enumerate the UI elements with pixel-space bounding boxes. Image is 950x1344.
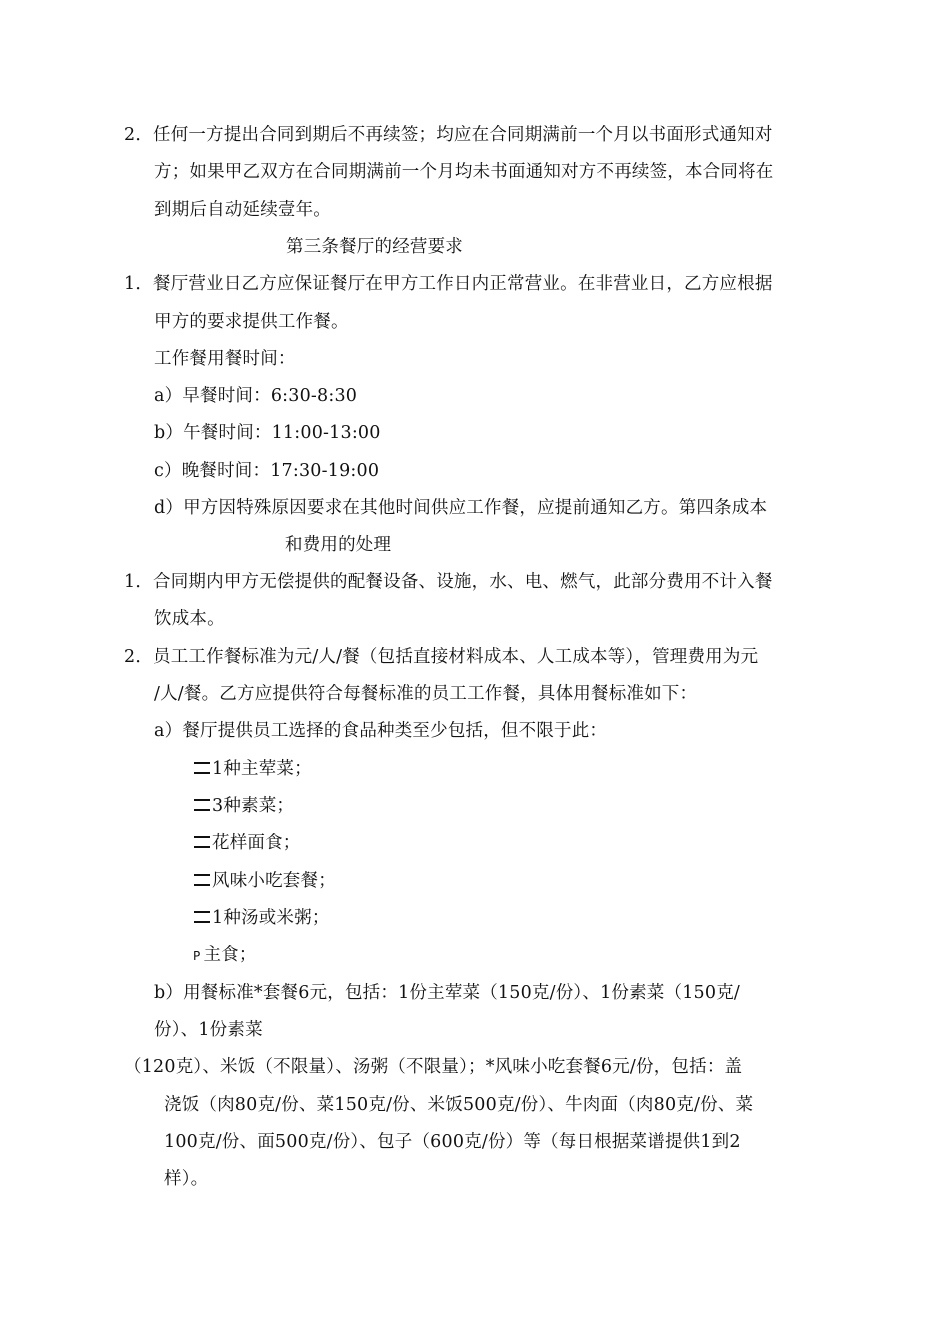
text-line: 样）。 <box>164 1169 209 1189</box>
text-line: 甲方的要求提供工作餐。 <box>154 312 349 332</box>
list-item: 花样面食； <box>193 831 301 855</box>
text-line: a）餐厅提供员工选择的食品种类至少包括，但不限于此： <box>154 721 608 741</box>
list-item: 3种素菜； <box>193 794 294 818</box>
text-line: （120克）、米饭（不限量）、汤粥（不限量）；*风味小吃套餐6元/份，包括：盖 <box>124 1057 743 1077</box>
equals-bullet-icon <box>193 910 211 924</box>
text-line: 饮成本。 <box>154 609 225 629</box>
text-line: a）早餐时间：6:30-8:30 <box>154 386 358 406</box>
list-item: P 主食； <box>193 945 257 965</box>
text-line: b）用餐标准*套餐6元，包括：1份主荤菜（150克/份）、1份素菜（150克/ <box>154 983 740 1003</box>
text-line: 方；如果甲乙双方在合同期满前一个月均未书面通知对方不再续签，本合同将在 <box>154 162 774 182</box>
equals-bullet-icon <box>193 761 211 775</box>
text-line: 到期后自动延续壹年。 <box>154 200 331 220</box>
text-line: 份）、1份素菜 <box>154 1020 263 1040</box>
text-line: 1．合同期内甲方无偿提供的配餐设备、设施，水、电、燃气，此部分费用不计入餐 <box>124 572 773 592</box>
text-line: 100克/份、面500克/份）、包子（600克/份）等（每日根据菜谱提供1到2 <box>164 1132 741 1152</box>
equals-bullet-icon <box>193 835 211 849</box>
text-line: 2．员工工作餐标准为元/人/餐（包括直接材料成本、人工成本等），管理费用为元 <box>124 647 759 667</box>
text-line: c）晚餐时间：17:30-19:00 <box>154 461 380 481</box>
text-line: d）甲方因特殊原因要求在其他时间供应工作餐，应提前通知乙方。第四条成本 <box>154 498 768 518</box>
list-item: 1种主荤菜； <box>193 757 312 781</box>
text-line: b）午餐时间：11:00-13:00 <box>154 423 381 443</box>
section-heading: 和费用的处理 <box>285 535 392 555</box>
section-heading: 第三条餐厅的经营要求 <box>286 237 463 257</box>
list-item: 风味小吃套餐； <box>193 869 336 893</box>
equals-bullet-icon <box>193 798 211 812</box>
text-line: 浇饭（肉80克/份、菜150克/份、米饭500克/份）、牛肉面（肉80克/份、菜 <box>164 1095 754 1115</box>
text-line: 1．餐厅营业日乙方应保证餐厅在甲方工作日内正常营业。在非营业日，乙方应根据 <box>124 274 773 294</box>
text-line: 2．任何一方提出合同到期后不再续签；均应在合同期满前一个月以书面形式通知对 <box>124 125 773 145</box>
p-mark-icon: P <box>193 949 201 963</box>
text-line: 工作餐用餐时间： <box>154 349 296 369</box>
text-line: /人/餐。乙方应提供符合每餐标准的员工工作餐，具体用餐标准如下： <box>154 684 698 704</box>
list-item: 1种汤或米粥； <box>193 906 330 930</box>
equals-bullet-icon <box>193 873 211 887</box>
